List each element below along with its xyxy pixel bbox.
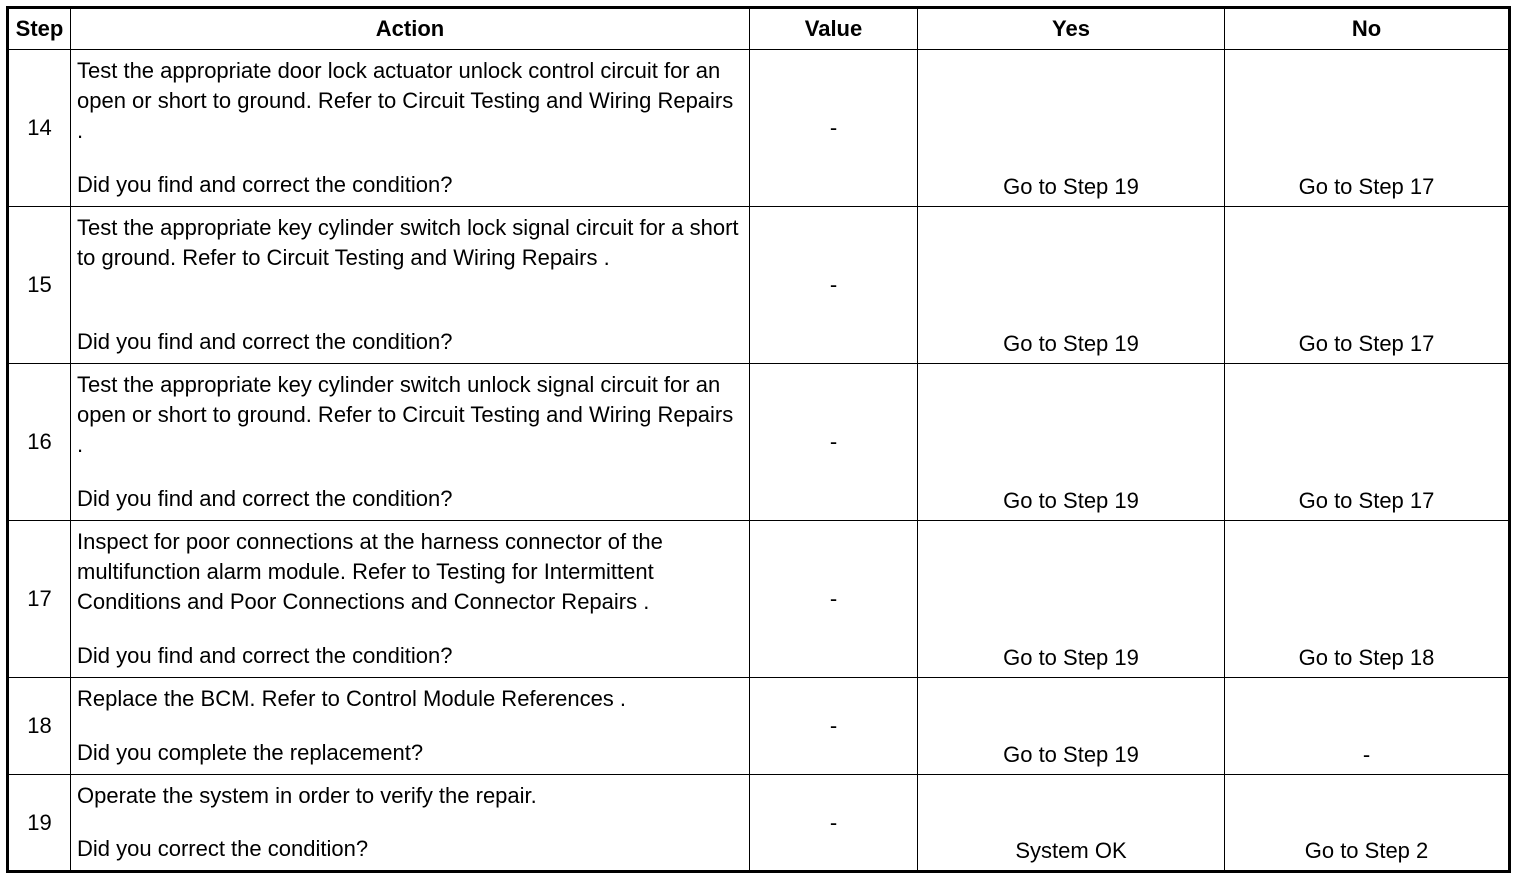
value-cell: - [750, 775, 918, 872]
value-cell: - [750, 207, 918, 364]
action-cell [71, 678, 750, 775]
action-text: Test the appropriate key cylinder switch lock signal circuit for a short to ground. Refer to Circuit Testing and Wiring Repairs . [77, 215, 739, 270]
value-cell: - [750, 521, 918, 678]
header-yes: Yes [918, 8, 1225, 50]
action-question: Did you find and correct the condition? [77, 329, 453, 354]
yes-cell: Go to Step 19 [918, 364, 1225, 521]
action-text: Replace the BCM. Refer to Control Module References . [77, 686, 627, 711]
action-cell [71, 521, 750, 678]
yes-cell: Go to Step 19 [918, 50, 1225, 207]
step-number: 16 [8, 364, 71, 521]
yes-cell: Go to Step 19 [918, 207, 1225, 364]
no-cell: Go to Step 17 [1225, 207, 1510, 364]
action-question: Did you complete the replacement? [77, 740, 424, 765]
header-row [8, 8, 1510, 50]
yes-cell: Go to Step 19 [918, 678, 1225, 775]
yes-cell: System OK [918, 775, 1225, 872]
table-row [8, 364, 1510, 521]
step-number: 14 [8, 50, 71, 207]
action-question: Did you correct the condition? [77, 836, 369, 861]
table-row [8, 207, 1510, 364]
diagnostic-table [6, 6, 1511, 873]
action-question: Did you find and correct the condition? [77, 486, 453, 511]
action-question: Did you find and correct the condition? [77, 643, 453, 668]
yes-cell: Go to Step 19 [918, 521, 1225, 678]
no-cell: Go to Step 18 [1225, 521, 1510, 678]
table-row [8, 521, 1510, 678]
value-cell: - [750, 364, 918, 521]
table-row [8, 678, 1510, 775]
action-cell [71, 207, 750, 364]
action-cell [71, 50, 750, 207]
action-cell [71, 364, 750, 521]
header-value: Value [750, 8, 918, 50]
action-question: Did you find and correct the condition? [77, 172, 453, 197]
action-text: Test the appropriate key cylinder switch unlock signal circuit for an open or short to ground. Refer to Circuit Testing and Wiring Repairs . [77, 372, 734, 457]
no-cell: - [1225, 678, 1510, 775]
header-step: Step [8, 8, 71, 50]
header-no: No [1225, 8, 1510, 50]
table-row [8, 50, 1510, 207]
step-number: 17 [8, 521, 71, 678]
action-text: Operate the system in order to verify the repair. [77, 783, 537, 808]
action-text: Test the appropriate door lock actuator unlock control circuit for an open or short to ground. Refer to Circuit Testing and Wiring Repairs . [77, 58, 734, 143]
action-cell [71, 775, 750, 872]
no-cell: Go to Step 2 [1225, 775, 1510, 872]
table-row [8, 775, 1510, 872]
value-cell: - [750, 678, 918, 775]
no-cell: Go to Step 17 [1225, 50, 1510, 207]
no-cell: Go to Step 17 [1225, 364, 1510, 521]
value-cell: - [750, 50, 918, 207]
step-number: 18 [8, 678, 71, 775]
step-number: 15 [8, 207, 71, 364]
header-action: Action [71, 8, 750, 50]
step-number: 19 [8, 775, 71, 872]
action-text: Inspect for poor connections at the harness connector of the multifunction alarm module. Refer to Testing for Intermittent Conditions and Poor Connections and Connector Repairs . [77, 529, 663, 614]
